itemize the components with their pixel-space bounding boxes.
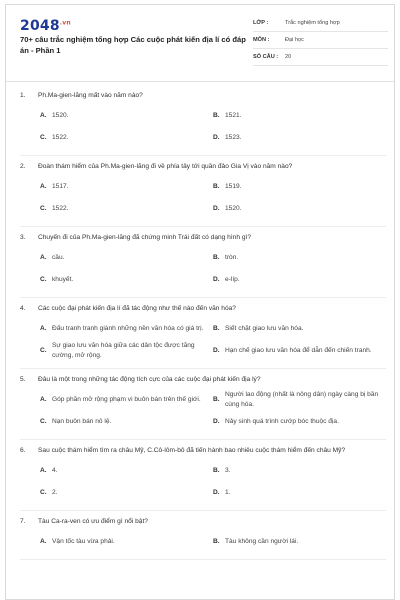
option-letter: B. (213, 538, 220, 545)
question-head (20, 516, 386, 527)
question-list (20, 85, 386, 560)
option-text: khuyết. (52, 276, 74, 283)
site-logo[interactable] (20, 18, 71, 34)
option-d[interactable] (213, 411, 386, 433)
option-grid (40, 318, 386, 362)
meta-value: Đại học (285, 37, 304, 43)
option-grid (40, 247, 386, 291)
option-letter: D. (213, 347, 220, 354)
option-a[interactable] (40, 318, 213, 340)
question-item (20, 156, 386, 227)
option-c[interactable] (40, 198, 213, 220)
option-text: 1520. (52, 112, 69, 119)
option-a[interactable] (40, 389, 213, 411)
option-a[interactable] (40, 105, 213, 127)
question-number: 2. (20, 163, 26, 170)
option-letter: C. (40, 489, 47, 496)
option-text: 1521. (225, 112, 242, 119)
option-letter: D. (213, 134, 220, 141)
option-letter: B. (213, 467, 220, 474)
option-text: 1522. (52, 134, 69, 141)
option-b[interactable] (213, 176, 386, 198)
option-letter: C. (40, 134, 47, 141)
option-c[interactable] (40, 482, 213, 504)
question-item (20, 511, 386, 560)
meta-row-subject (253, 32, 388, 49)
option-text: Hạn chế giao lưu văn hóa để dẫn đến chiến tranh. (225, 347, 372, 354)
option-text: Tàu không cần người lái. (225, 538, 299, 545)
question-item (20, 369, 386, 440)
document-title: 70+ câu trắc nghiệm tổng hợp Các cuộc phát kiến địa lí có đáp án - Phần 1 (20, 35, 246, 55)
option-text: 3. (225, 467, 231, 474)
question-number: 7. (20, 518, 26, 525)
question-head (20, 445, 386, 456)
option-a[interactable] (40, 460, 213, 482)
question-text: Các cuộc đại phát kiến địa lí đã tác động như thế nào đến văn hóa? (38, 305, 236, 312)
question-head (20, 161, 386, 172)
option-letter: B. (213, 325, 220, 332)
option-c[interactable] (40, 127, 213, 149)
option-c[interactable] (40, 269, 213, 291)
option-grid (40, 176, 386, 220)
option-letter: A. (40, 183, 47, 190)
option-text: 4. (52, 467, 58, 474)
option-letter: B. (213, 112, 220, 119)
option-letter: D. (213, 276, 220, 283)
question-number: 6. (20, 447, 26, 454)
option-c[interactable] (40, 411, 213, 433)
question-number: 1. (20, 92, 26, 99)
option-text: 1519. (225, 183, 242, 190)
question-head (20, 90, 386, 101)
header-divider (6, 81, 394, 82)
option-letter: A. (40, 325, 47, 332)
option-a[interactable] (40, 531, 213, 553)
option-letter: D. (213, 418, 220, 425)
option-letter: B. (213, 254, 220, 261)
option-b[interactable] (213, 389, 386, 411)
option-text: Siết chặt giao lưu văn hóa. (225, 325, 304, 332)
option-text: 1522. (52, 205, 69, 212)
option-letter: C. (40, 418, 47, 425)
option-text: 1. (225, 489, 231, 496)
option-a[interactable] (40, 176, 213, 198)
option-letter: D. (213, 489, 220, 496)
option-grid (40, 531, 386, 553)
option-d[interactable] (213, 269, 386, 291)
option-d[interactable] (213, 340, 386, 362)
logo-suffix: .vn (59, 19, 71, 27)
meta-value: 20 (285, 54, 292, 60)
meta-key: SỐ CÂU : (253, 54, 279, 60)
question-item (20, 298, 386, 369)
option-text: 1520. (225, 205, 242, 212)
option-letter: A. (40, 467, 47, 474)
meta-key: MÔN : (253, 37, 270, 43)
question-text: Ph.Ma-gien-lăng mất vào năm nào? (38, 92, 143, 99)
option-text: 1523. (225, 134, 242, 141)
option-a[interactable] (40, 247, 213, 269)
question-number: 3. (20, 234, 26, 241)
document-sheet (5, 4, 395, 600)
option-grid (40, 105, 386, 149)
option-text: Người lao động (nhất là nông dân) ngày càng bị bần cùng hóa. (225, 391, 379, 408)
question-text: Sau cuộc thám hiểm tìm ra châu Mỹ, C.Cô-lôm-bô đã tiến hành bao nhiêu cuộc thám hiểm đến châu Mỹ? (38, 447, 346, 454)
option-text: Đấu tranh tranh giành những nền văn hóa có giá trị. (52, 325, 204, 332)
question-head (20, 374, 386, 385)
option-b[interactable] (213, 460, 386, 482)
option-text: Góp phần mở rộng phạm vi buôn bán trên thế giới. (52, 396, 201, 403)
option-b[interactable] (213, 318, 386, 340)
option-b[interactable] (213, 531, 386, 553)
option-text: Nảy sinh quá trình cướp bóc thuộc địa. (225, 418, 339, 425)
option-letter: C. (40, 276, 47, 283)
question-text: Đâu là một trong những tác động tích cực của các cuộc đại phát kiến địa lý? (38, 376, 261, 383)
option-c[interactable] (40, 340, 213, 362)
question-text: Tàu Ca-ra-ven có ưu điểm gì nổi bật? (38, 518, 148, 525)
question-number: 4. (20, 305, 26, 312)
option-d[interactable] (213, 198, 386, 220)
option-letter: A. (40, 112, 47, 119)
option-letter: A. (40, 396, 47, 403)
meta-key: LỚP : (253, 20, 269, 26)
question-text: Chuyến đi của Ph.Ma-gien-lăng đã chứng minh Trái đất có dạng hình gì? (38, 234, 251, 241)
option-text: cầu. (52, 254, 65, 261)
option-letter: A. (40, 538, 47, 545)
meta-table (253, 15, 388, 66)
option-b[interactable] (213, 105, 386, 127)
option-letter: B. (213, 183, 220, 190)
document-header (6, 5, 394, 75)
meta-row-count (253, 49, 388, 66)
option-letter: A. (40, 254, 47, 261)
option-text: Vận tốc tàu vừa phải. (52, 538, 115, 545)
option-d[interactable] (213, 482, 386, 504)
option-letter: B. (213, 396, 220, 403)
question-head (20, 232, 386, 243)
logo-text: 2048 (20, 18, 60, 34)
option-grid (40, 389, 386, 433)
option-text: 2. (52, 489, 58, 496)
question-head (20, 303, 386, 314)
meta-value: Trắc nghiệm tổng hợp (285, 20, 340, 26)
option-letter: C. (40, 347, 47, 354)
option-text: 1517. (52, 183, 69, 190)
option-text: tròn. (225, 254, 239, 261)
question-item (20, 227, 386, 298)
option-text: e-líp. (225, 276, 240, 283)
question-text: Đoàn thám hiểm của Ph.Ma-gien-lăng đi về phía tây tới quần đảo Gia Vị vào năm nào? (38, 163, 293, 170)
option-b[interactable] (213, 247, 386, 269)
question-number: 5. (20, 376, 26, 383)
option-letter: D. (213, 205, 220, 212)
question-item (20, 85, 386, 156)
meta-row-class (253, 15, 388, 32)
option-letter: C. (40, 205, 47, 212)
option-d[interactable] (213, 127, 386, 149)
question-item (20, 440, 386, 511)
option-grid (40, 460, 386, 504)
option-text: Nạn buôn bán nô lệ. (52, 418, 112, 425)
option-text: Sự giao lưu văn hóa giữa các dân tộc được tăng cường, mở rộng. (52, 342, 195, 359)
